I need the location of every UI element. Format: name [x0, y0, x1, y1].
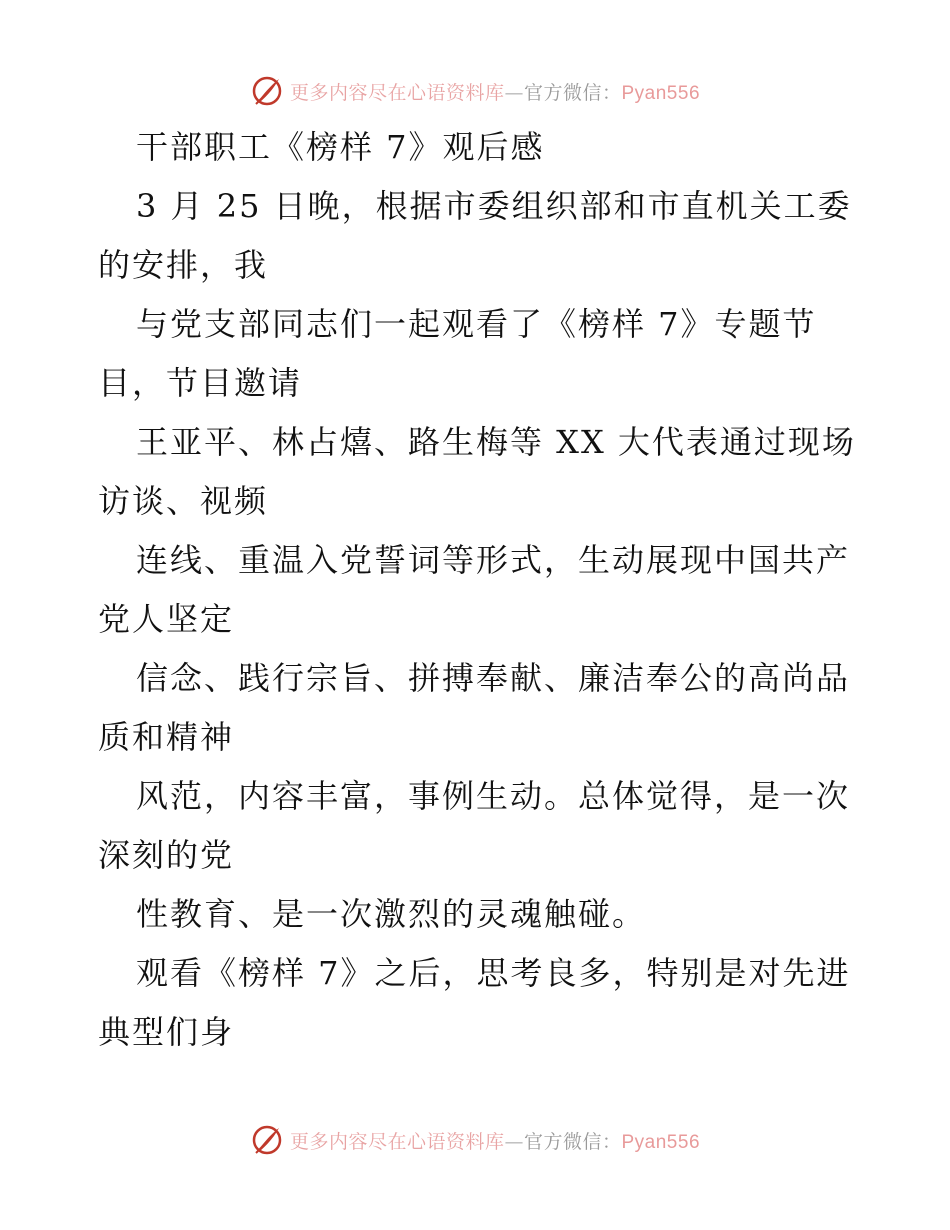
paragraph-line: 风范，内容丰富，事例生动。总体觉得，是一次	[136, 777, 851, 815]
paragraph-line: 目，节目邀请	[98, 364, 303, 402]
header-watermark	[0, 71, 950, 111]
paragraph-line: 性教育、是一次激烈的灵魂触碰。	[136, 895, 647, 933]
watermark-wechat-id: Pyan556	[621, 1131, 701, 1153]
paragraph-line: 党人坚定	[98, 600, 235, 638]
paragraph-line: 王亚平、林占熺、路生梅等 XX 大代表通过现场	[136, 423, 856, 461]
paragraph-line: 典型们身	[98, 1013, 235, 1051]
footer-watermark	[0, 1120, 950, 1160]
document-body	[98, 118, 858, 1062]
watermark-wechat-id: Pyan556	[621, 82, 701, 104]
quill-logo-icon	[250, 1123, 284, 1157]
paragraph-line: 的安排，我	[98, 246, 269, 284]
watermark-brand: 更多内容尽在心语资料库	[289, 1130, 505, 1153]
paragraph-line: 访谈、视频	[98, 482, 269, 520]
watermark-separator: —	[504, 1130, 524, 1153]
watermark-brand: 更多内容尽在心语资料库	[289, 81, 505, 104]
watermark-official-label: 官方微信：	[523, 1130, 622, 1153]
paragraph-line: 连线、重温入党誓词等形式，生动展现中国共产	[136, 541, 851, 579]
quill-logo-icon	[250, 74, 284, 108]
paragraph-line: 3 月 25 日晚，根据市委组织部和市直机关工委	[136, 187, 852, 225]
watermark-separator: —	[504, 81, 524, 104]
document-title: 干部职工《榜样 7》观后感	[136, 128, 545, 166]
paragraph-line: 深刻的党	[98, 836, 235, 874]
watermark-official-label: 官方微信：	[523, 81, 622, 104]
paragraph-line: 信念、践行宗旨、拼搏奉献、廉洁奉公的高尚品	[136, 659, 851, 697]
paragraph-line: 质和精神	[98, 718, 235, 756]
paragraph-line: 与党支部同志们一起观看了《榜样 7》专题节	[136, 305, 817, 343]
paragraph-line: 观看《榜样 7》之后，思考良多，特别是对先进	[136, 954, 851, 992]
